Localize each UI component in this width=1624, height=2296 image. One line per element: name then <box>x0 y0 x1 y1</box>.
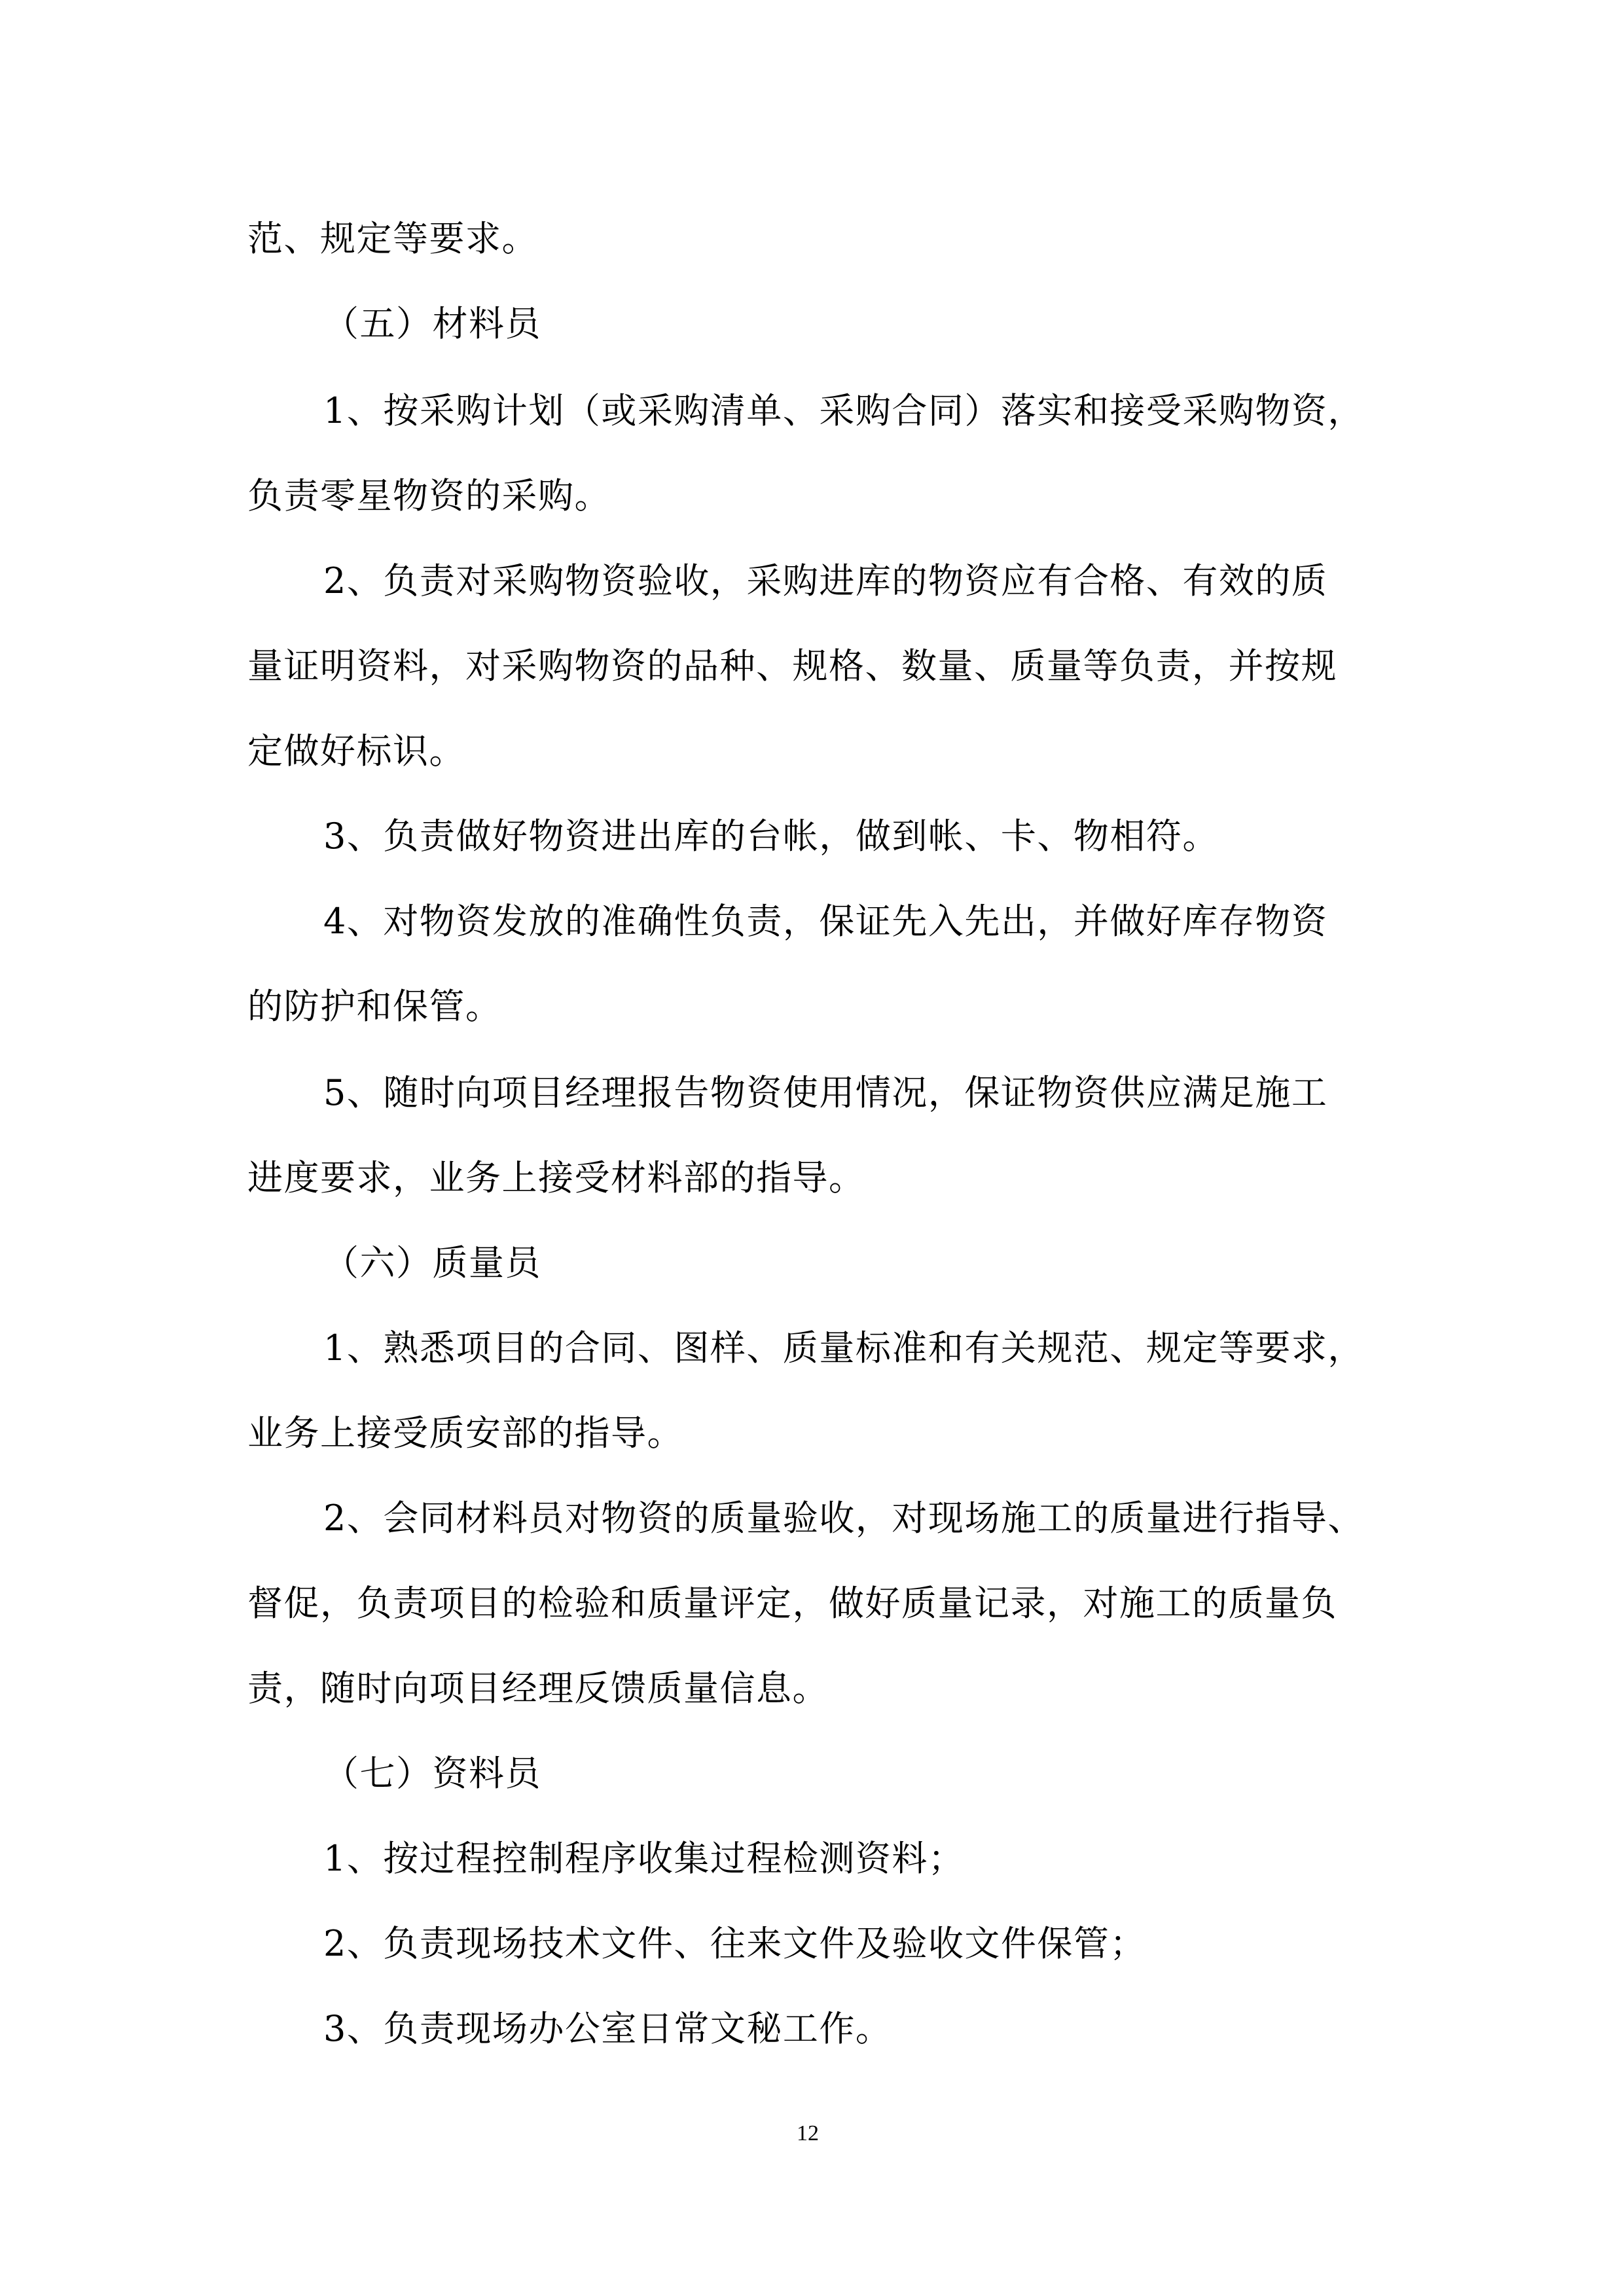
section-heading-materials-clerk: （五）材料员 <box>323 303 541 344</box>
text-line: 1、按采购计划（或采购清单、采购合同）落实和接受采购物资， <box>323 390 1364 431</box>
section-heading-quality-officer: （六）质量员 <box>323 1242 541 1283</box>
text-line: 2、负责现场技术文件、往来文件及验收文件保管； <box>323 1923 1146 1964</box>
text-line: 定做好标识。 <box>247 730 465 772</box>
text-line: 责，随时向项目经理反馈质量信息。 <box>247 1668 829 1709</box>
text-line: 负责零星物资的采购。 <box>247 475 611 516</box>
text-line: 范、规定等要求。 <box>247 218 538 259</box>
text-line: 2、会同材料员对物资的质量验收，对现场施工的质量进行指导、 <box>323 1498 1364 1539</box>
text-line: 3、负责做好物资进出库的台帐，做到帐、卡、物相符。 <box>323 816 1219 857</box>
page-number: 12 <box>797 2121 819 2145</box>
text-line: 3、负责现场办公室日常文秘工作。 <box>323 2008 892 2049</box>
text-line: 业务上接受质安部的指导。 <box>247 1412 683 1454</box>
text-line: 督促，负责项目的检验和质量评定，做好质量记录，对施工的质量负 <box>247 1583 1337 1624</box>
text-line: 5、随时向项目经理报告物资使用情况，保证物资供应满足施工 <box>323 1072 1328 1113</box>
text-line: 1、熟悉项目的合同、图样、质量标准和有关规范、规定等要求， <box>323 1327 1364 1369</box>
text-line: 量证明资料，对采购物资的品种、规格、数量、质量等负责，并按规 <box>247 645 1337 687</box>
section-heading-documentation-clerk: （七）资料员 <box>323 1753 541 1794</box>
text-line: 1、按过程控制程序收集过程检测资料； <box>323 1838 965 1879</box>
text-line: 的防护和保管。 <box>247 986 502 1027</box>
text-line: 进度要求，业务上接受材料部的指导。 <box>247 1157 865 1198</box>
text-line: 2、负责对采购物资验收，采购进库的物资应有合格、有效的质 <box>323 560 1328 601</box>
text-line: 4、对物资发放的准确性负责，保证先入先出，并做好库存物资 <box>323 901 1328 942</box>
